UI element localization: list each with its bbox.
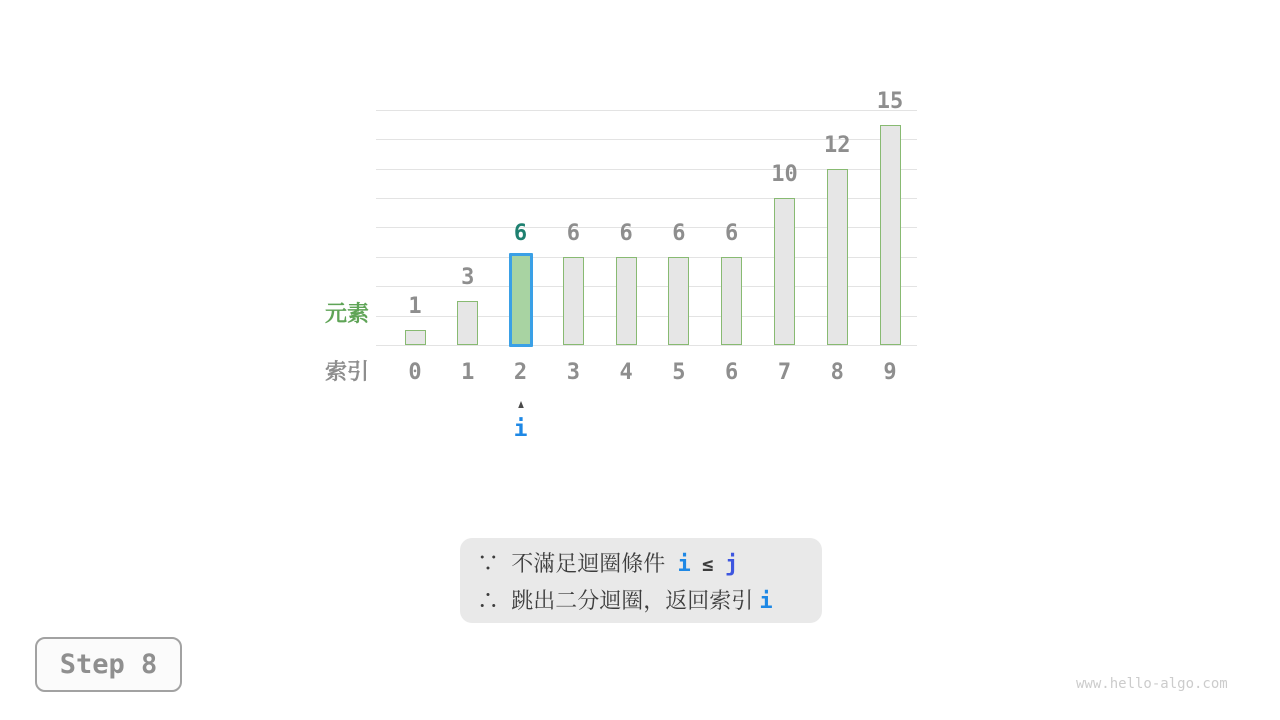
bar [668,257,689,345]
note-text-segment: ∴ 跳出二分迴圈，返回索引 [477,588,760,613]
index-axis-label: 索引 [324,359,369,384]
bar-value-label: 6 [725,220,739,246]
conclusion-note [460,538,822,623]
bar-value-label: 3 [461,264,475,290]
index-label: 1 [461,360,475,385]
note-variable-j: j [725,552,739,577]
note-variable-i: i [759,589,773,614]
bar-value-label: 6 [619,220,633,246]
index-label: 7 [777,360,792,385]
bar-value-label: 10 [771,162,798,187]
bar-value-label: 1 [408,294,422,320]
bar [405,330,426,345]
note-line-1 [477,546,822,583]
bar [616,257,637,345]
bar-value-label: 6 [672,220,686,246]
pointer-variable-label: i [513,416,528,442]
index-label: 0 [408,360,422,385]
watermark: www.hello-algo.com [1076,676,1228,692]
index-label: 9 [883,360,897,385]
bar [880,125,901,346]
gridline [376,110,917,111]
note-variable-i: i [677,552,691,577]
bar [457,301,478,345]
index-label: 2 [513,360,528,385]
bar-value-label: 6 [513,220,528,246]
arrow-up-icon: ▲ [515,397,526,411]
index-label: 3 [566,360,580,385]
bar-highlighted [509,253,533,347]
bar [721,257,742,345]
bar-value-label: 15 [876,88,904,114]
index-pointer [491,395,551,441]
element-axis-label: 元素 [324,301,369,326]
index-label: 8 [830,360,844,385]
index-label: 4 [619,360,633,385]
index-label: 5 [672,360,686,385]
bar-value-label: 12 [823,132,851,158]
bar [563,257,584,345]
x-axis-line [376,345,917,346]
bar-value-label: 6 [566,220,580,246]
note-text-segment: ≤ [690,554,726,576]
note-line-2 [477,583,822,619]
bar [774,198,795,345]
note-text-segment: ∵ 不滿足迴圈條件 [477,551,678,576]
step-badge: Step 8 [35,637,182,692]
index-label: 6 [725,360,739,385]
bar [827,169,848,345]
